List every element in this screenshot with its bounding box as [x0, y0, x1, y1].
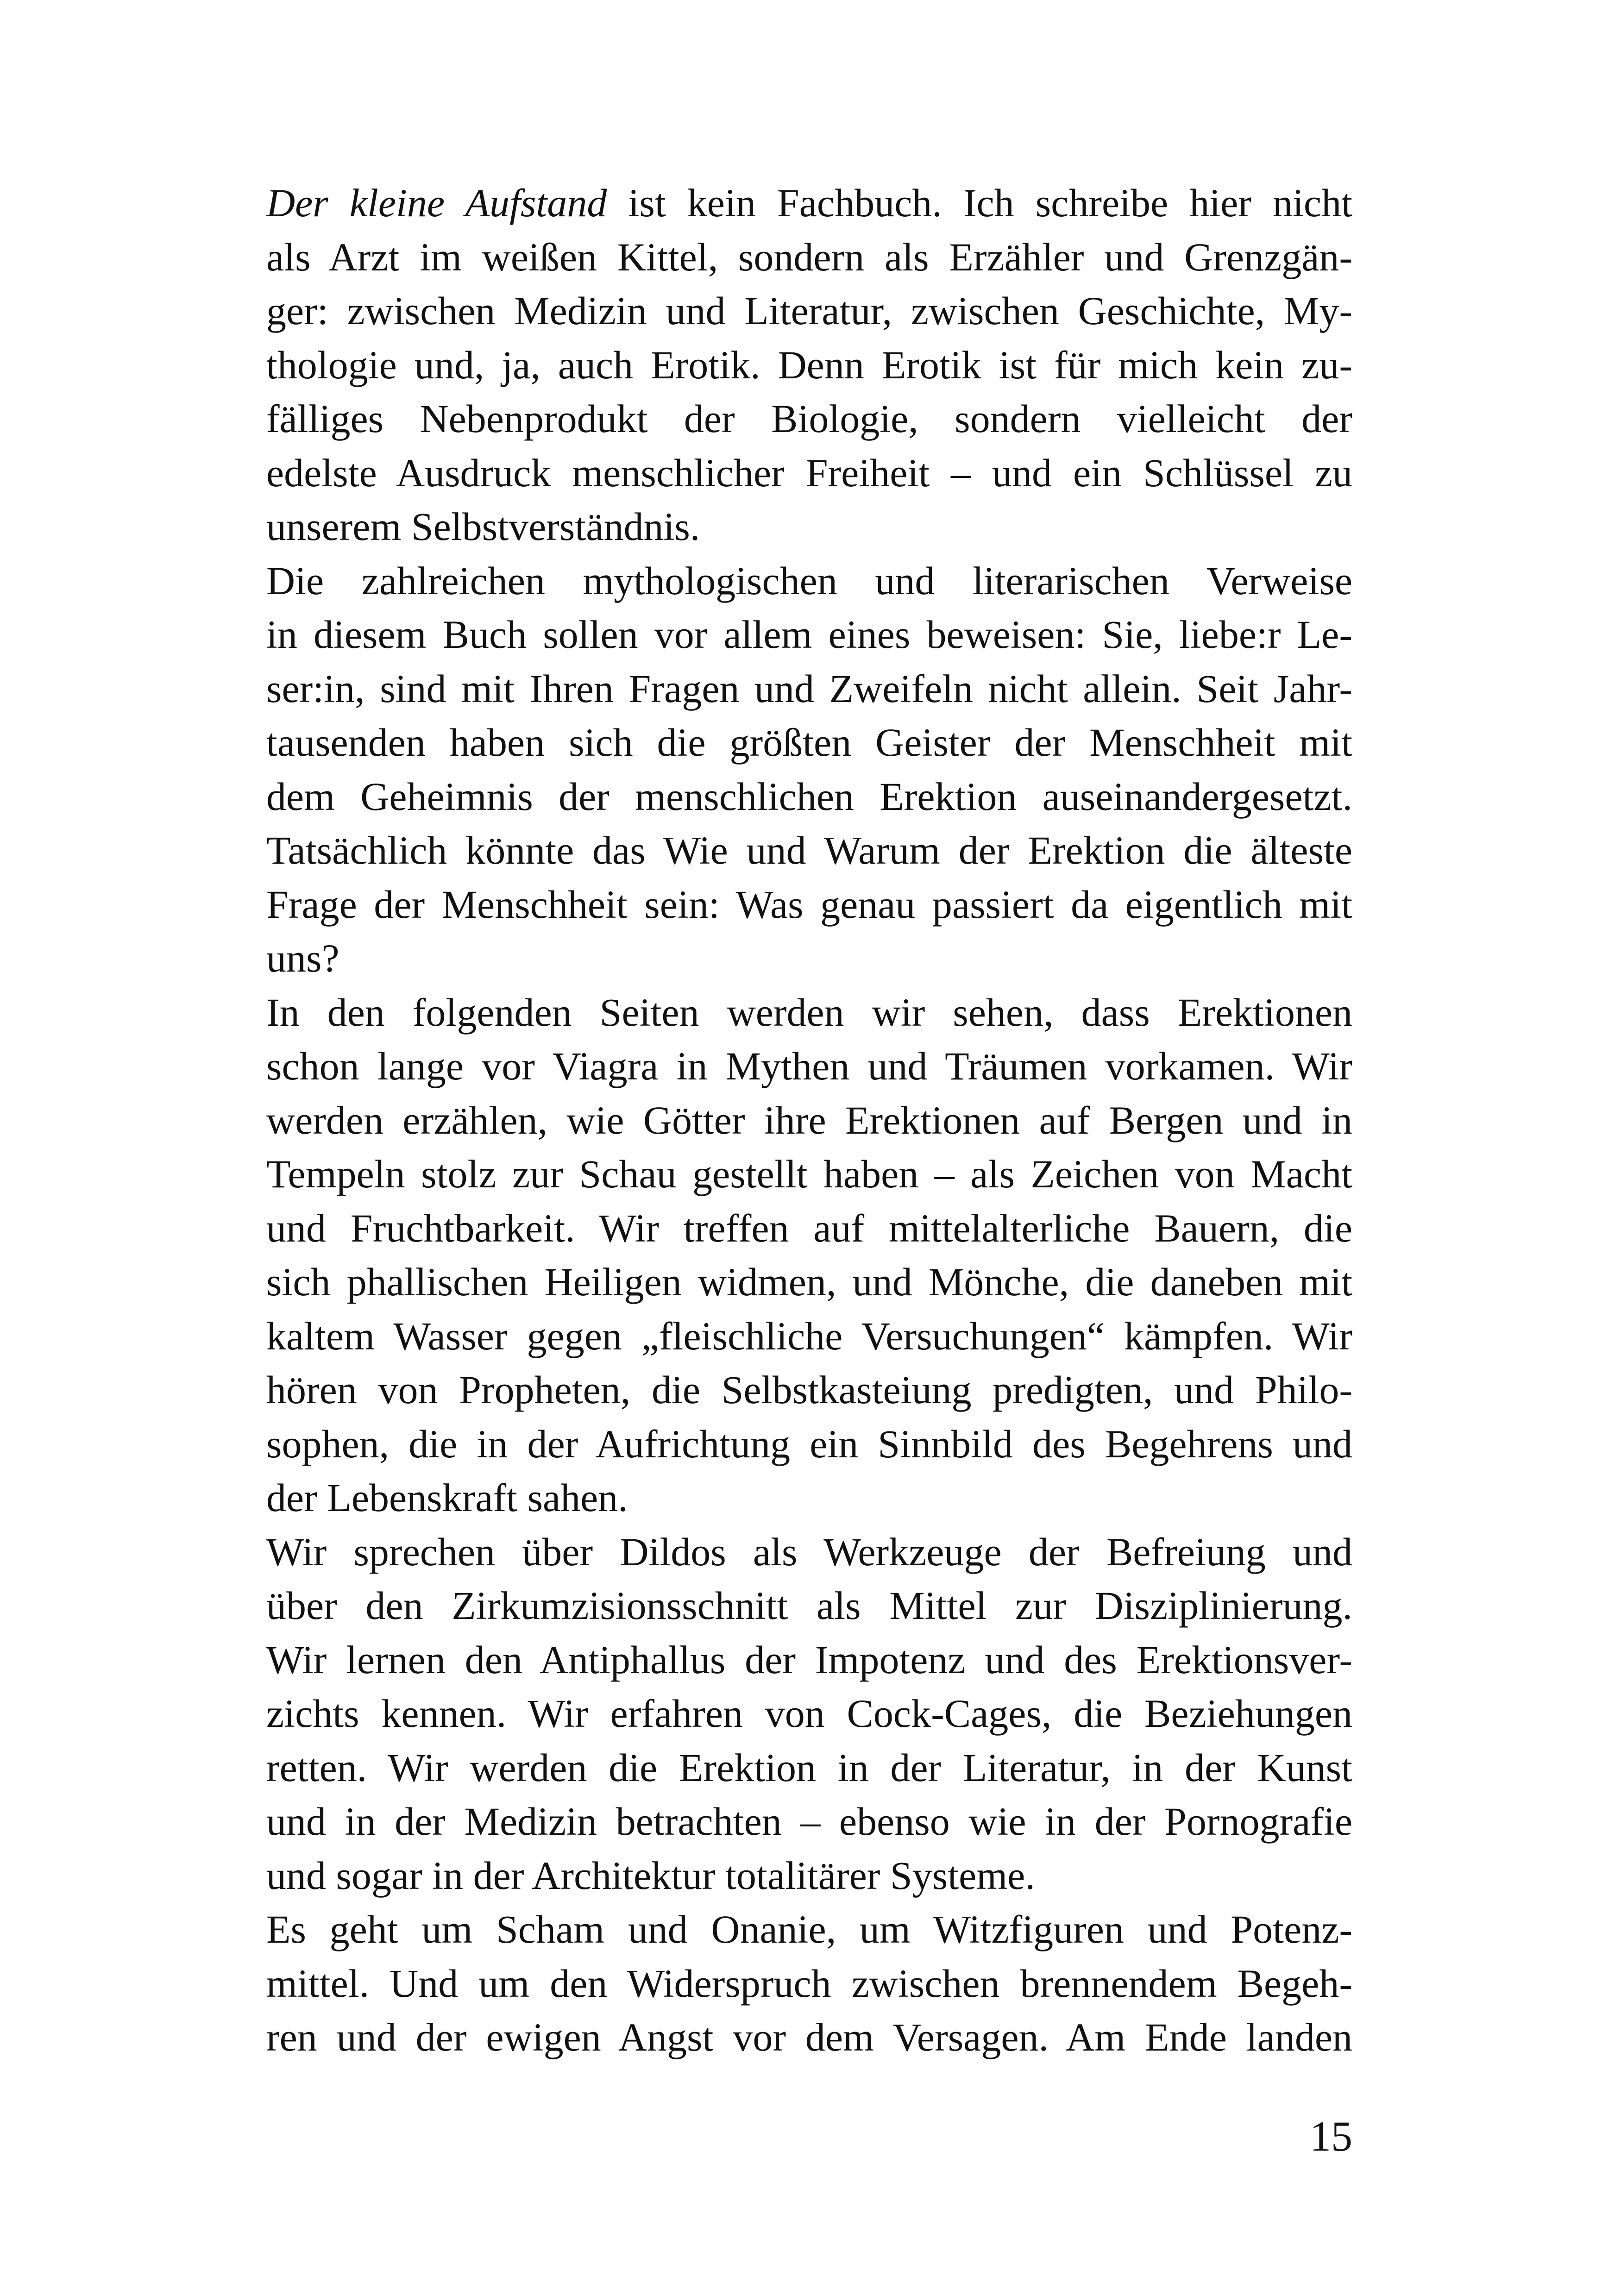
paragraph-line: Frage der Menschheit sein: Was genau passiert da eigentlich mit	[266, 882, 1352, 927]
paragraph-line: unserem Selbstverständnis.	[266, 504, 700, 549]
paragraph-line: In den folgenden Seiten werden wir sehen, dass Erektionen	[266, 990, 1352, 1035]
paragraph-2	[208, 554, 1352, 985]
paragraph-line: fälliges Nebenprodukt der Biologie, sondern vielleicht der	[266, 396, 1352, 441]
paragraph-line: dem Geheimnis der menschlichen Erektion auseinandergesetzt.	[266, 774, 1352, 819]
paragraph-line: über den Zirkumzisionsschnitt als Mittel zur Disziplinierung.	[266, 1583, 1352, 1628]
book-title: Der kleine Aufstand	[266, 181, 607, 225]
paragraph-line: thologie und, ja, auch Erotik. Denn Erotik ist für mich kein zu-	[266, 342, 1352, 387]
paragraph-line: ser:in, sind mit Ihren Fragen und Zweifeln nicht allein. Seit Jahr-	[266, 666, 1352, 711]
paragraph-line: der Lebenskraft sahen.	[266, 1475, 628, 1520]
paragraph-line: mittel. Und um den Widerspruch zwischen brennendem Begeh-	[266, 1961, 1352, 2006]
paragraph-line: uns?	[266, 936, 339, 980]
paragraph-line: Die zahlreichen mythologischen und literarischen Verweise	[266, 558, 1352, 603]
paragraph-4	[208, 1525, 1352, 1903]
paragraph-line: Tempeln stolz zur Schau gestellt haben – als Zeichen von Macht	[266, 1152, 1352, 1196]
paragraph-line: Tatsächlich könnte das Wie und Warum der Erektion die älteste	[266, 828, 1352, 872]
paragraph-line: in diesem Buch sollen vor allem eines beweisen: Sie, liebe:r Le-	[266, 612, 1352, 657]
body-text	[208, 176, 1352, 2064]
paragraph-line: schon lange vor Viagra in Mythen und Träumen vorkamen. Wir	[266, 1044, 1352, 1088]
paragraph-line: kaltem Wasser gegen „fleischliche Versuchungen“ kämpfen. Wir	[266, 1313, 1352, 1358]
line-text: ist kein Fachbuch. Ich schreibe hier nicht	[607, 181, 1352, 225]
paragraph-line: ger: zwischen Medizin und Literatur, zwischen Geschichte, My-	[266, 289, 1352, 333]
paragraph-line: und in der Medizin betrachten – ebenso wie in der Pornografie	[266, 1799, 1352, 1844]
paragraph-line: Es geht um Scham und Onanie, um Witzfiguren und Potenz-	[266, 1907, 1352, 1951]
paragraph-line: sophen, die in der Aufrichtung ein Sinnbild des Begehrens und	[266, 1421, 1352, 1466]
paragraph-line: werden erzählen, wie Götter ihre Erektionen auf Bergen und in	[266, 1098, 1352, 1142]
paragraph-1	[208, 176, 1352, 554]
paragraph-line: als Arzt im weißen Kittel, sondern als Erzähler und Grenzgän-	[266, 234, 1352, 279]
paragraph-5	[208, 1902, 1352, 2064]
paragraph-line	[208, 176, 1352, 230]
paragraph-line: retten. Wir werden die Erektion in der Literatur, in der Kunst	[266, 1745, 1352, 1790]
paragraph-line: sich phallischen Heiligen widmen, und Mönche, die daneben mit	[266, 1260, 1352, 1304]
paragraph-3	[208, 985, 1352, 1525]
paragraph-line: und Fruchtbarkeit. Wir treffen auf mittelalterliche Bauern, die	[266, 1205, 1352, 1250]
paragraph-line: edelste Ausdruck menschlicher Freiheit – und ein Schlüssel zu	[266, 450, 1352, 495]
paragraph-line: und sogar in der Architektur totalitärer Systeme.	[266, 1853, 1035, 1898]
paragraph-line: Wir lernen den Antiphallus der Impotenz und des Erektionsver-	[266, 1637, 1352, 1682]
paragraph-line: zichts kennen. Wir erfahren von Cock-Cages, die Beziehungen	[266, 1691, 1352, 1736]
paragraph-line: ren und der ewigen Angst vor dem Versagen. Am Ende landen	[266, 2015, 1352, 2059]
paragraph-line: tausenden haben sich die größten Geister der Menschheit mit	[266, 720, 1352, 765]
paragraph-line: hören von Propheten, die Selbstkasteiung predigten, und Philo-	[266, 1368, 1352, 1412]
paragraph-line: Wir sprechen über Dildos als Werkzeuge der Befreiung und	[266, 1529, 1352, 1574]
page-number: 15	[1310, 2113, 1352, 2160]
